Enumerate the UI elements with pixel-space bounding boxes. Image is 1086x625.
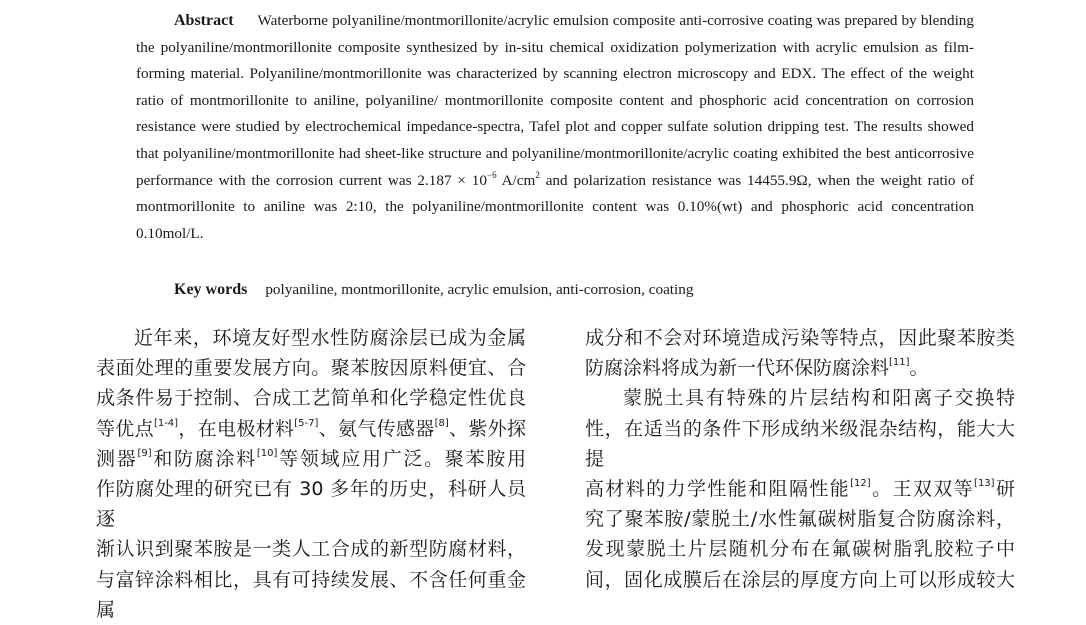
text-segment: 究了聚苯胺/蒙脱土/水性氟碳树脂复合防腐涂料， (585, 508, 1015, 531)
citation: [13] (974, 478, 995, 490)
keywords-line (174, 277, 974, 303)
text-line (585, 565, 1015, 595)
text-segment: 间，固化成膜后在涂层的厚度方向上可以形成较大 (585, 568, 1015, 591)
citation: [5-7] (294, 417, 319, 429)
text-segment: 等优点 (96, 417, 154, 440)
text-segment: 、紫外探 (448, 417, 526, 440)
citation: [11] (889, 357, 910, 369)
text-line (585, 323, 1015, 353)
text-segment: 高材料的力学性能和阻隔性能 (585, 478, 851, 501)
abstract-text: Waterborne polyaniline/montmorillonite/acrylic emulsion composite anti-corrosive coating was prepared by blending the polyaniline/montmorillonite composite synthesized by in-situ chemical oxidization polymerization with acrylic emulsion as film-forming material. Polyaniline/montmorillonite was characterized by scanning electron microscopy and EDX. The effect of the weight ratio of montmorillonite to aniline, polyaniline/ montmorillonite composite content and phosphoric acid concentration on corrosion resistance were studied by electrochemical impedance-spectra, Tafel plot and copper sulfate solution dripping test. The results showed that polyaniline/montmorillonite had sheet-like structure and polyaniline/montmorillonite/acrylic coating exhibited the best anticorrosive performance with the corrosion current was 2.187 × 10 (136, 12, 974, 189)
text-segment: 蒙脱土具有特殊的片层结构和阳离子交换特 (623, 387, 1015, 410)
text-segment: 。 (909, 357, 929, 380)
text-line (585, 474, 1015, 504)
text-line (96, 353, 526, 383)
citation: [1-4] (153, 417, 179, 429)
text-line (96, 414, 526, 444)
text-line (96, 474, 526, 534)
keywords-text: polyaniline, montmorillonite, acrylic emulsion, anti-corrosion, coating (265, 281, 694, 298)
text-segment: 和防腐涂料 (151, 447, 257, 470)
text-segment: 、氨气传感器 (318, 417, 435, 440)
abstract-text-end: and polarization resistance was 14455.9Ω, when the weight ratio of montmorillonite to aniline was 2:10, the polyaniline/montmorillonite content was 0.10%(wt) and phosphoric acid concentration 0.10mol/L. (136, 171, 975, 242)
body-column-right (585, 323, 1015, 595)
text-line (585, 353, 1015, 383)
text-segment: 发现蒙脱土片层随机分布在氟碳树脂乳胶粒子中 (585, 538, 1015, 561)
text-segment: 与富锌涂料相比，具有可持续发展、不含任何重金属 (96, 568, 526, 621)
text-segment: 表面处理的重要发展方向。聚苯胺因原料便宜、合 (96, 357, 526, 380)
keywords-label: Key words (174, 281, 248, 298)
text-line (585, 534, 1015, 564)
text-segment: 渐认识到聚苯胺是一类人工合成的新型防腐材料， (96, 538, 526, 561)
citation: [10] (256, 447, 278, 459)
citation: [9] (137, 447, 152, 459)
text-line (96, 565, 526, 625)
text-line (585, 504, 1015, 534)
text-segment: 研 (994, 478, 1015, 501)
exponent: −6 (487, 169, 497, 180)
text-line (96, 383, 526, 413)
text-line (96, 323, 526, 353)
body-column-left (96, 323, 526, 625)
text-line (96, 444, 526, 474)
text-line (96, 534, 526, 564)
text-segment: 等领域应用广泛。聚苯胺用 (277, 447, 526, 470)
text-line (585, 383, 1015, 413)
text-segment: 成分和不会对环境造成污染等特点，因此聚苯胺类 (585, 327, 1015, 349)
text-segment: 测器 (96, 447, 138, 470)
text-segment: 作防腐处理的研究已有 30 多年的历史，科研人员逐 (96, 478, 526, 531)
citation: [8] (434, 417, 449, 429)
text-segment: 近年来，环境友好型水性防腐涂层已成为金属 (134, 327, 526, 349)
abstract-text-unit: A/cm (496, 171, 536, 189)
citation: [12] (850, 478, 871, 490)
abstract-paragraph (136, 8, 974, 247)
abstract-label: Abstract (174, 12, 234, 29)
text-segment: 性，在适当的条件下形成纳米级混杂结构，能大大提 (585, 417, 1015, 470)
text-segment: ，在电极材料 (178, 417, 295, 440)
text-line (585, 414, 1015, 474)
text-segment: 。王双双等 (870, 478, 975, 501)
text-segment: 防腐涂料将成为新一代环保防腐涂料 (585, 357, 890, 380)
exponent: 2 (535, 169, 540, 180)
text-segment: 成条件易于控制、合成工艺简单和化学稳定性优良 (96, 387, 526, 410)
